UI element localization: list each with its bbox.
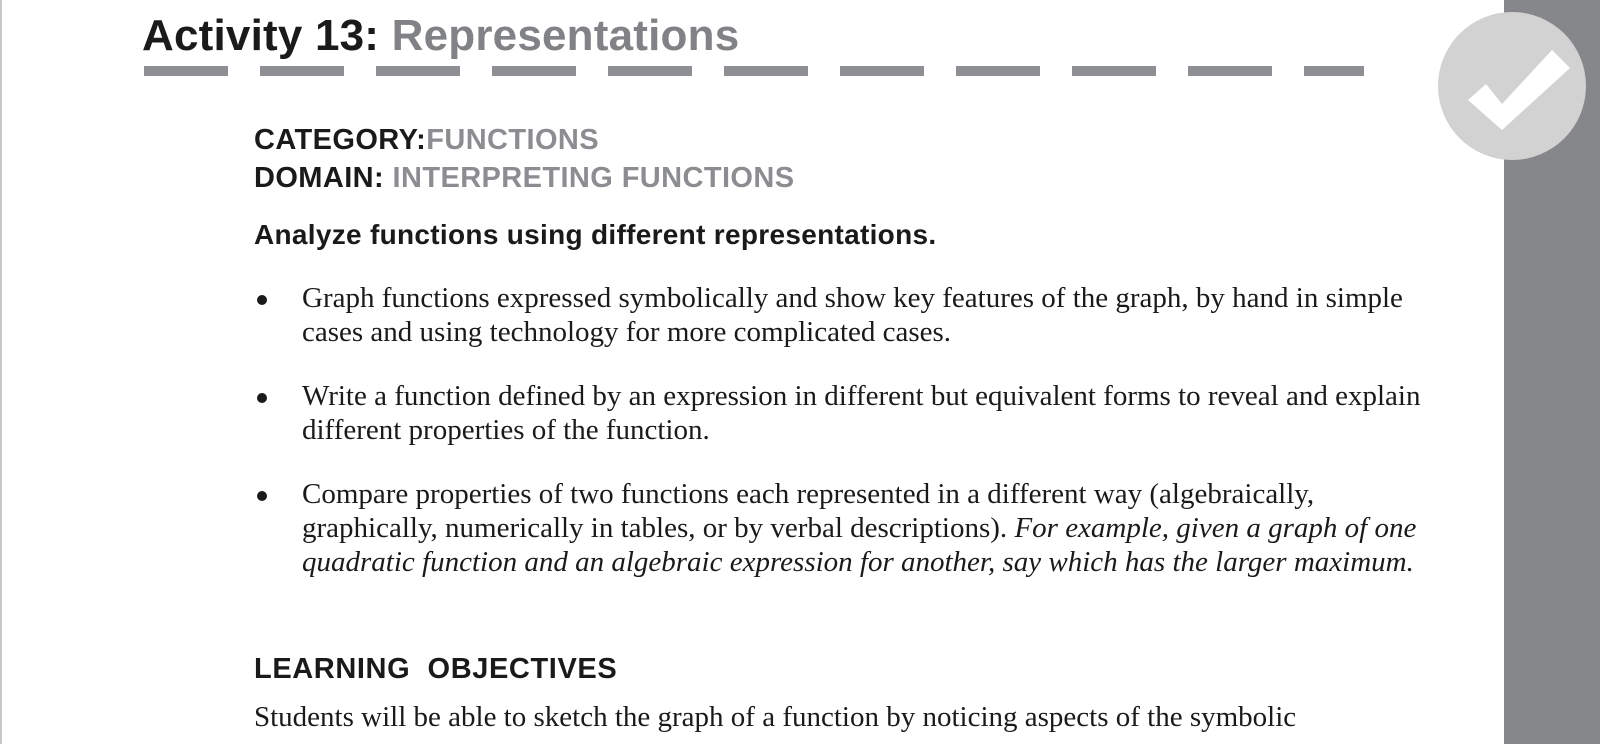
bullet-icon <box>257 393 267 403</box>
standard-text: Compare properties of two functions each represented in a different way (algebraically, graphically, numerically in tables, or by verbal descriptions). <box>302 478 1315 544</box>
standard-item <box>254 477 1430 579</box>
bullet-icon <box>257 295 267 305</box>
title-prefix: Activity 13: <box>142 11 380 60</box>
standard-text: Graph functions expressed symbolically and show key features of the graph, by hand in simple cases and using technology for more complicated cases. <box>302 282 1403 348</box>
standard-text: Write a function defined by an expression in different but equivalent forms to reveal and explain different properties of the function. <box>302 380 1421 446</box>
dashed-title-rule <box>144 66 1370 76</box>
standards-list <box>254 281 1430 609</box>
category-label: CATEGORY: <box>254 124 427 156</box>
page-title <box>142 8 739 64</box>
checkmark-circle-icon <box>1436 12 1588 164</box>
page-left-edge <box>0 0 2 744</box>
domain-line <box>254 160 794 196</box>
title-name: Representations <box>391 11 740 60</box>
domain-label: DOMAIN: <box>254 162 385 194</box>
learning-objectives-heading: LEARNING OBJECTIVES <box>254 653 618 685</box>
standard-item <box>254 379 1430 447</box>
bullet-icon <box>257 491 267 501</box>
standard-item <box>254 281 1430 349</box>
cluster-heading: Analyze functions using different representations. <box>254 219 937 250</box>
learning-objectives-text: Students will be able to sketch the graph of a function by noticing aspects of the symbolic <box>254 701 1297 733</box>
category-value: FUNCTIONS <box>426 124 599 156</box>
standard-example: For example, given a graph of one quadratic function and an algebraic expression for another, say which has the larger maximum. <box>302 512 1417 578</box>
category-line <box>254 122 599 158</box>
domain-value: INTERPRETING FUNCTIONS <box>392 162 795 194</box>
